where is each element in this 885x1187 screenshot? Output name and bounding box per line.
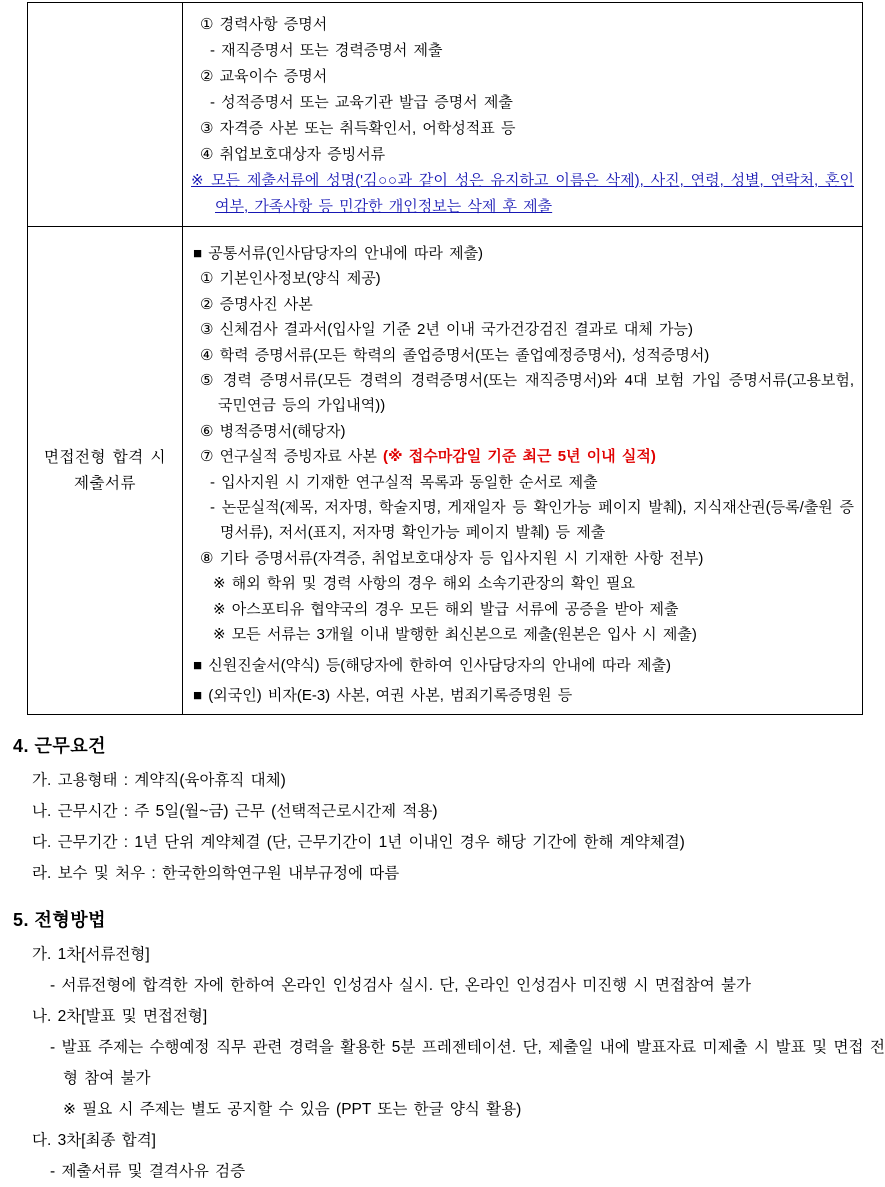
text-line: ② 증명사진 사본 [200,295,313,313]
section-heading: 4. 근무요건 [13,736,107,757]
text-line: - 제출서류 및 결격사유 검증 [50,1163,246,1181]
row-label-cell [28,227,183,715]
text-line: ※ 해외 학위 및 경력 사항의 경우 해외 소속기관장의 확인 필요 [213,575,636,593]
text-line: 제출서류 [74,474,136,492]
text-line: 다. 3차[최종 합격] [32,1132,156,1150]
text-line: ⑤ 경력 증명서류(모든 경력의 경력증명서(또는 재직증명서)와 4대 보험 가입 증명서류(고용보험, 국민연금 등의 가입내역)) [200,372,854,415]
red-emphasis-text: (※ 접수마감일 기준 최근 5년 이내 실적) [383,448,656,466]
text-line: 다. 근무기간 : 1년 단위 계약체결 (단, 근무기간이 1년 이내인 경우 해당 기간에 한해 계약체결) [32,834,685,852]
text-line: 가. 1차[서류전형] [32,946,150,964]
text-line: 가. 고용형태 : 계약직(육아휴직 대체) [32,772,286,790]
text-line: 나. 근무시간 : 주 5일(월~금) 근무 (선택적근로시간제 적용) [32,803,438,821]
section-heading: 5. 전형방법 [13,910,107,931]
section-work-conditions [0,733,885,889]
submission-documents-table [27,2,863,715]
section-lines [13,939,885,1187]
text-line: ① 경력사항 증명서 [200,16,328,33]
text-line: 라. 보수 및 처우 : 한국한의학연구원 내부규정에 따름 [32,865,400,883]
text-line: ※ 모든 제출서류에 성명('김○○과 같이 성은 유지하고 이름은 삭제), 사진, 연령, 성별, 연락처, 혼인 여부, 가족사항 등 민감한 개인정보는 삭제 후 제출 [191,172,854,215]
text-line: ① 기본인사정보(양식 제공) [200,270,381,288]
document-list [187,241,854,708]
row-content-cell [183,227,863,715]
row-label-lines [29,445,181,496]
text-line: ⑥ 병적증명서(해당자) [200,422,346,440]
text-line: ② 교육이수 증명서 [200,68,328,85]
text-line: ※ 모든 서류는 3개월 이내 발행한 최신본으로 제출(원본은 입사 시 제출) [213,626,697,644]
text-line: - 재직증명서 또는 경력증명서 제출 [210,42,443,59]
section-lines [13,765,885,889]
text-line: ⑦ 연구실적 증빙자료 사본 (※ 접수마감일 기준 최근 5년 이내 실적) [200,448,656,466]
text-line: - 성적증명서 또는 교육기관 발급 증명서 제출 [210,94,513,111]
text-line: ③ 신체검사 결과서(입사일 기준 2년 이내 국가건강검진 결과로 대체 가능) [200,321,694,339]
row-label-cell [28,3,183,227]
text-line: ■ 신원진술서(약식) 등(해당자에 한하여 인사담당자의 안내에 따라 제출) [193,656,671,674]
section-selection-process [0,907,885,1187]
text-line: ※ 아스포티유 협약국의 경우 모든 해외 발급 서류에 공증을 받아 제출 [213,600,679,618]
text-line: ④ 학력 증명서류(모든 학력의 졸업증명서(또는 졸업예정증명서), 성적증명서) [200,346,710,364]
text-line: ⑧ 기타 증명서류(자격증, 취업보호대상자 등 입사지원 시 기재한 사항 전부) [200,549,704,567]
text-line: 나. 2차[발표 및 면접전형] [32,1008,208,1026]
table-row-interview-pass-documents [28,227,863,715]
text-line: - 서류전형에 합격한 자에 한하여 온라인 인성검사 실시. 단, 온라인 인성검사 미진행 시 면접참여 불가 [50,977,751,995]
text-line: - 입사지원 시 기재한 연구실적 목록과 동일한 순서로 제출 [210,473,598,491]
text-line: - 발표 주제는 수행예정 직무 관련 경력을 활용한 5분 프레젠테이션. 단, 제출일 내에 발표자료 미제출 시 발표 및 면접 전형 참여 불가 [50,1039,885,1088]
text-line: ※ 필요 시 주제는 별도 공지할 수 있음 (PPT 또는 한글 양식 활용) [63,1101,522,1119]
text-line: 면접전형 합격 시 [44,449,166,467]
text-line: ■ 공통서류(인사담당자의 안내에 따라 제출) [193,245,484,262]
text-line: ④ 취업보호대상자 증빙서류 [200,146,386,163]
text-line: ③ 자격증 사본 또는 취득확인서, 어학성적표 등 [200,120,516,137]
text-line: - 논문실적(제목, 저자명, 학술지명, 게재일자 등 확인가능 페이지 발췌), 지식재산권(등록/출원 증명서류), 저서(표지, 저자명 확인가능 페이지 발췌) 등 제출 [210,499,854,542]
document-list [187,12,854,220]
table-row-application-documents [28,3,863,227]
text-line: ■ (외국인) 비자(E-3) 사본, 여권 사본, 범죄기록증명원 등 [193,686,573,704]
row-content-cell [183,3,863,227]
